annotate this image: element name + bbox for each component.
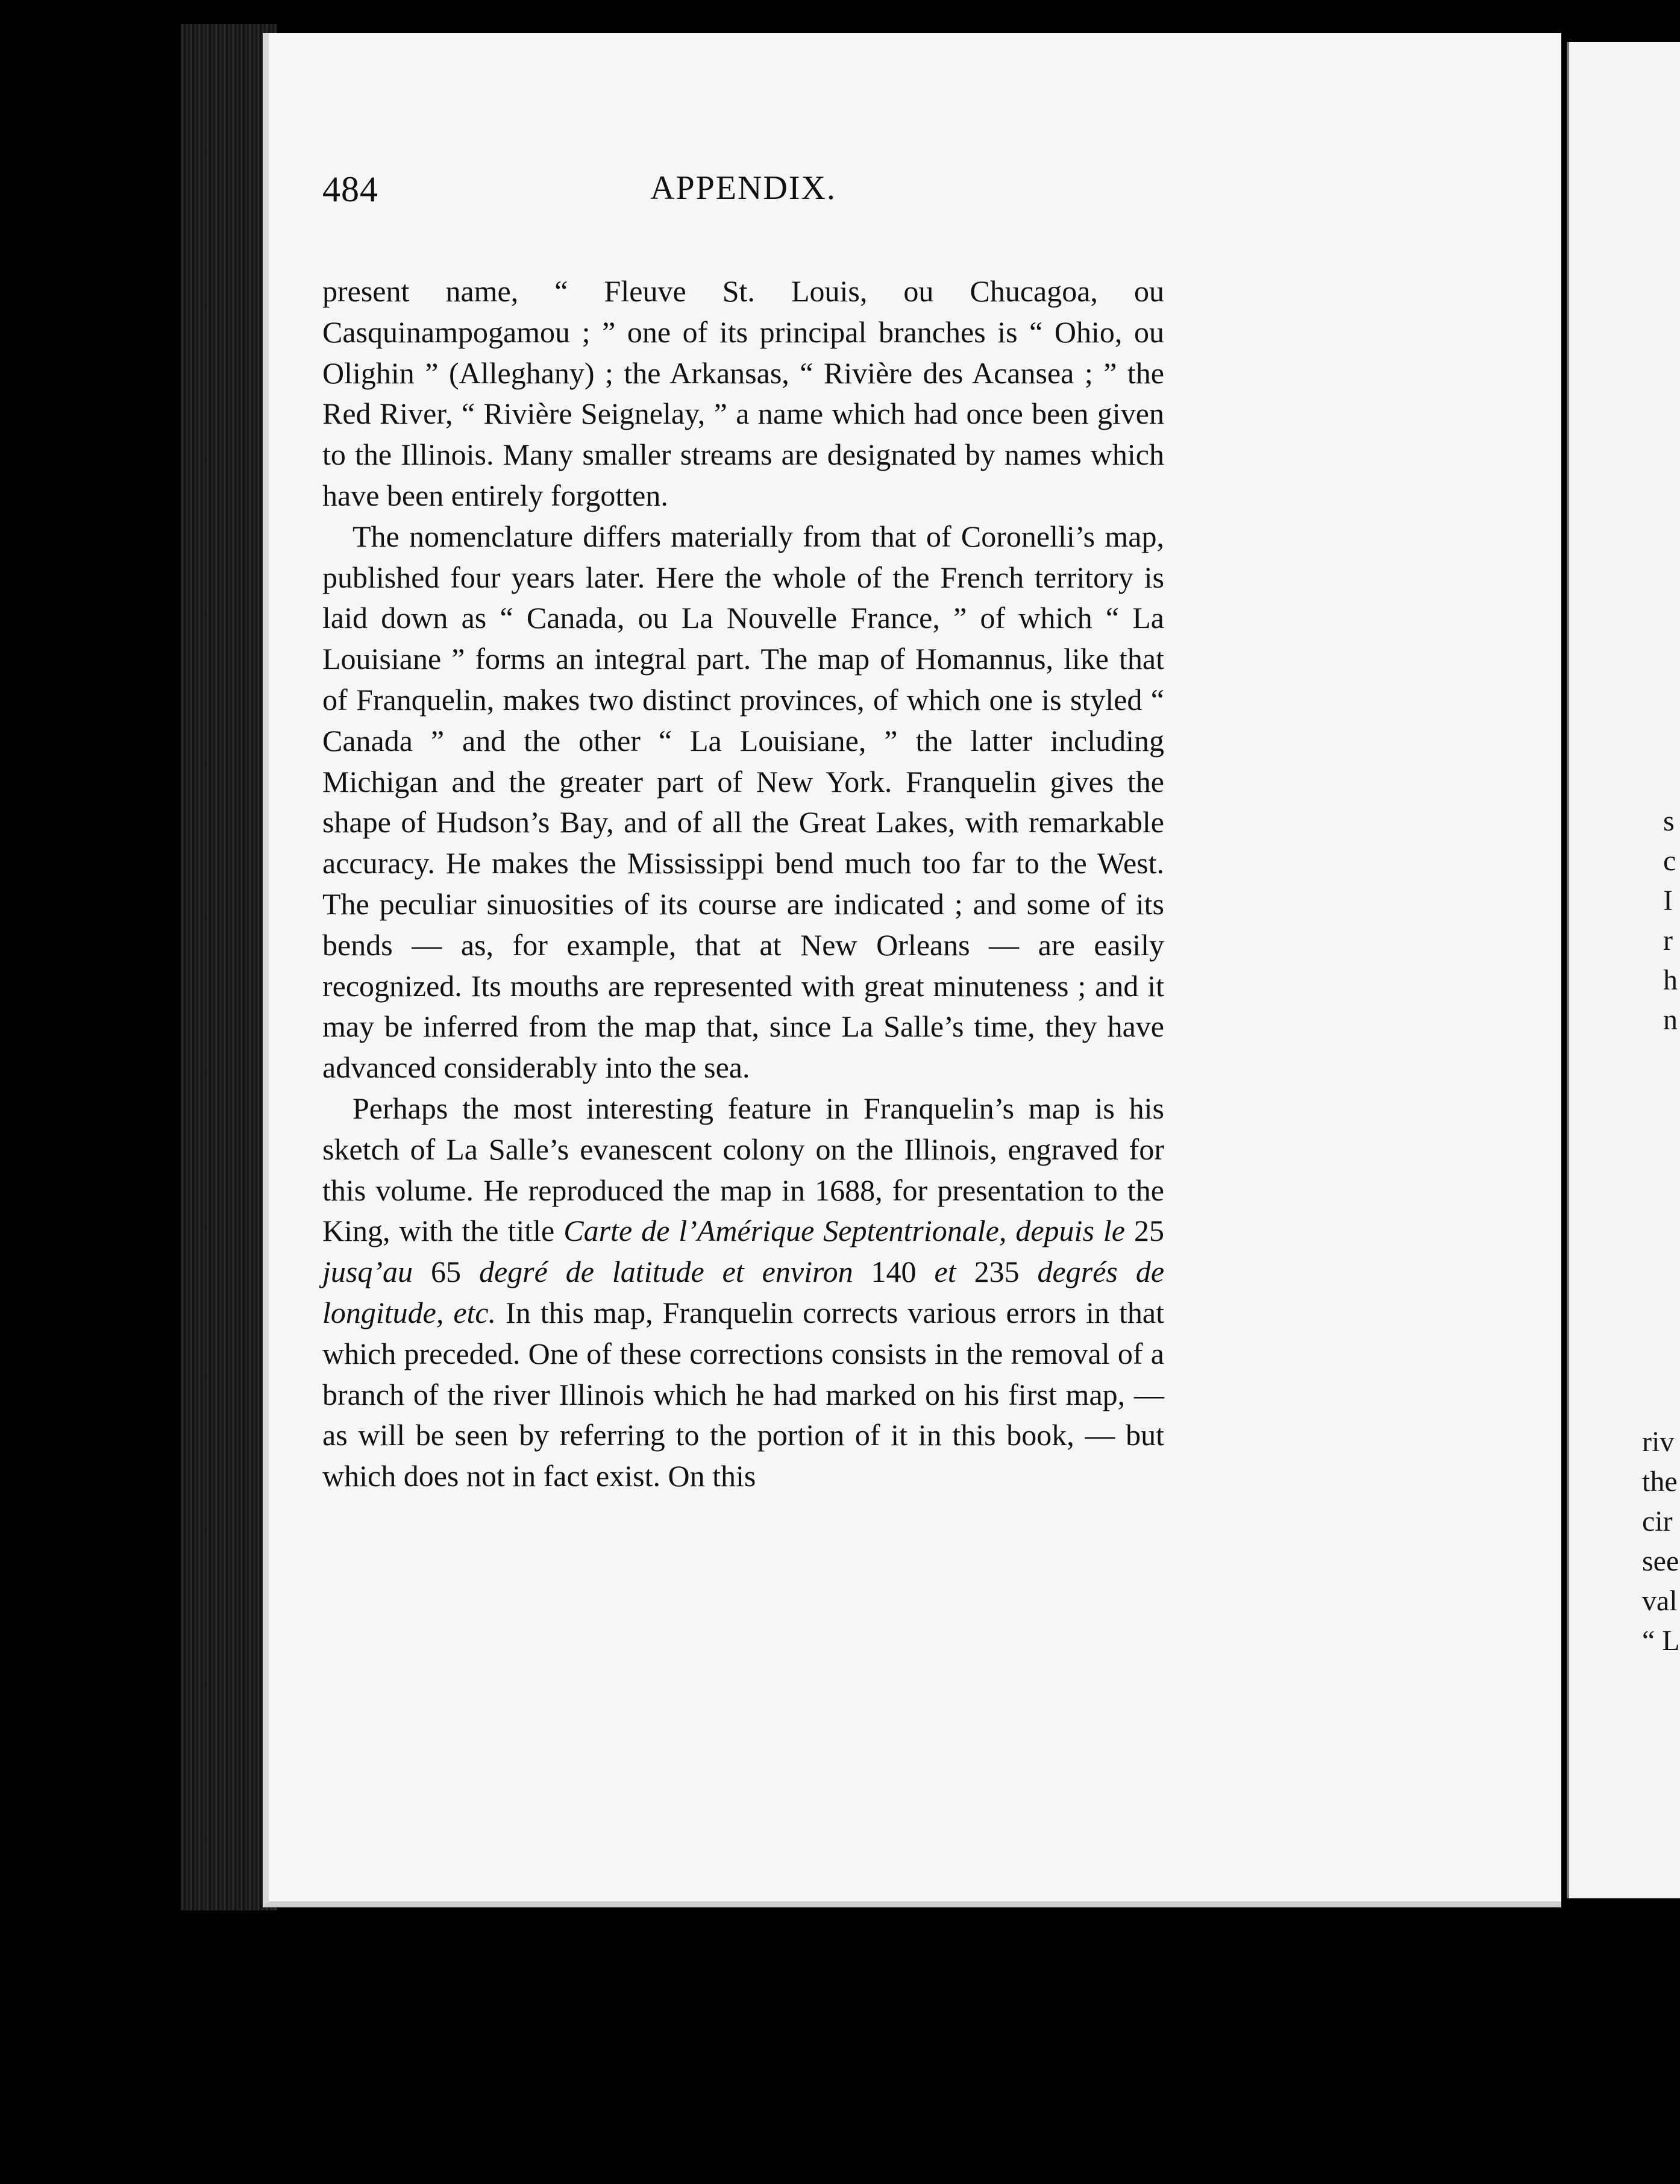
fragment-line: cir <box>1642 1505 1673 1537</box>
fragment-line: the <box>1642 1466 1678 1498</box>
map-title-part-5: degrés de longitude, etc. <box>322 1255 1165 1329</box>
next-page-text-fragment-b <box>1642 1422 1680 1661</box>
map-title-part-2: jusq’au <box>322 1255 413 1289</box>
running-head: APPENDIX. <box>650 169 836 207</box>
fragment-line: s <box>1663 805 1675 837</box>
paragraph-2: The nomenclature differs materially from that of Coronelli’s map, published four years later. Here the whole of the French territory is laid down as “ Canada, ou La Nouvelle France, ” of which “ La Louisiane ” forms an integral part. The map of Homannus, like that of Franquelin, makes two distinct provinces, of which one is styled “ Canada ” and the other “ La Louisiane, ” the latter including Michigan and the greater part of New York. Franquelin gives the shape of Hudson’s Bay, and of all the Great Lakes, with remarkable accuracy. He makes the Mississippi bend much too far to the West. The peculiar sinuosities of its course are indicated ; and some of its bends — as, for example, that at New Orleans — are easily recognized. Its mouths are represented with great minuteness ; and it may be inferred from the map that, since La Salle’s time, they have advanced considerably into the sea. <box>322 519 1164 1085</box>
map-title-part-4: et <box>934 1255 956 1289</box>
page-header <box>322 169 1164 235</box>
fragment-line: “ L <box>1642 1625 1680 1657</box>
fragment-line: val <box>1642 1585 1678 1617</box>
map-title-part-1: Carte de l’Amérique Septentrionale, depuis le <box>563 1214 1125 1248</box>
next-page-text-fragment-a <box>1663 802 1680 1040</box>
map-title-part-3: degré de latitude et environ <box>478 1255 853 1289</box>
fragment-line: riv <box>1642 1426 1675 1458</box>
fragment-line: I <box>1663 885 1673 917</box>
paragraph-3-text: Perhaps the most interesting feature in Franquelin’s map is his sketch of La Salle’s evanescent colony on the Illinois, engraved for this volume. He reproduced the map in 1688, for presentation to the King, with the title <box>322 1091 1164 1248</box>
fragment-line: c <box>1663 845 1676 877</box>
map-title-number-1: 25 <box>1125 1214 1165 1248</box>
map-title-number-2: 65 <box>413 1255 479 1289</box>
paragraph-3-continuation: In this map, Franquelin corrects various errors in that which preceded. One of these corrections consists in the removal of a branch of the river Illinois which he had marked on his first map, — as will be seen by referring to the portion of it in this book, — but which does not in fact exist. On this <box>322 1295 1164 1493</box>
map-title-number-4: 235 <box>956 1255 1038 1289</box>
paragraph-1: present name, “ Fleuve St. Louis, ou Chucagoa, ou Casquinampogamou ; ” one of its principal branches is “ Ohio, ou Olighin ” (Alleghany) ; the Arkansas, “ Rivière des Acansea ; ” the Red River, “ Rivière Seignelay, ” a name which had once been given to the Illinois. Many smaller streams are designated by names which have been entirely forgotten. <box>322 274 1164 512</box>
fragment-line: h <box>1663 964 1678 996</box>
fragment-line: r <box>1663 924 1673 956</box>
paragraph-3 <box>322 1088 1164 1497</box>
fragment-line: see <box>1642 1545 1679 1577</box>
fragment-line: n <box>1663 1004 1678 1036</box>
page-number: 484 <box>322 169 378 209</box>
body-text <box>322 271 1164 1497</box>
map-title-number-3: 140 <box>853 1255 935 1289</box>
